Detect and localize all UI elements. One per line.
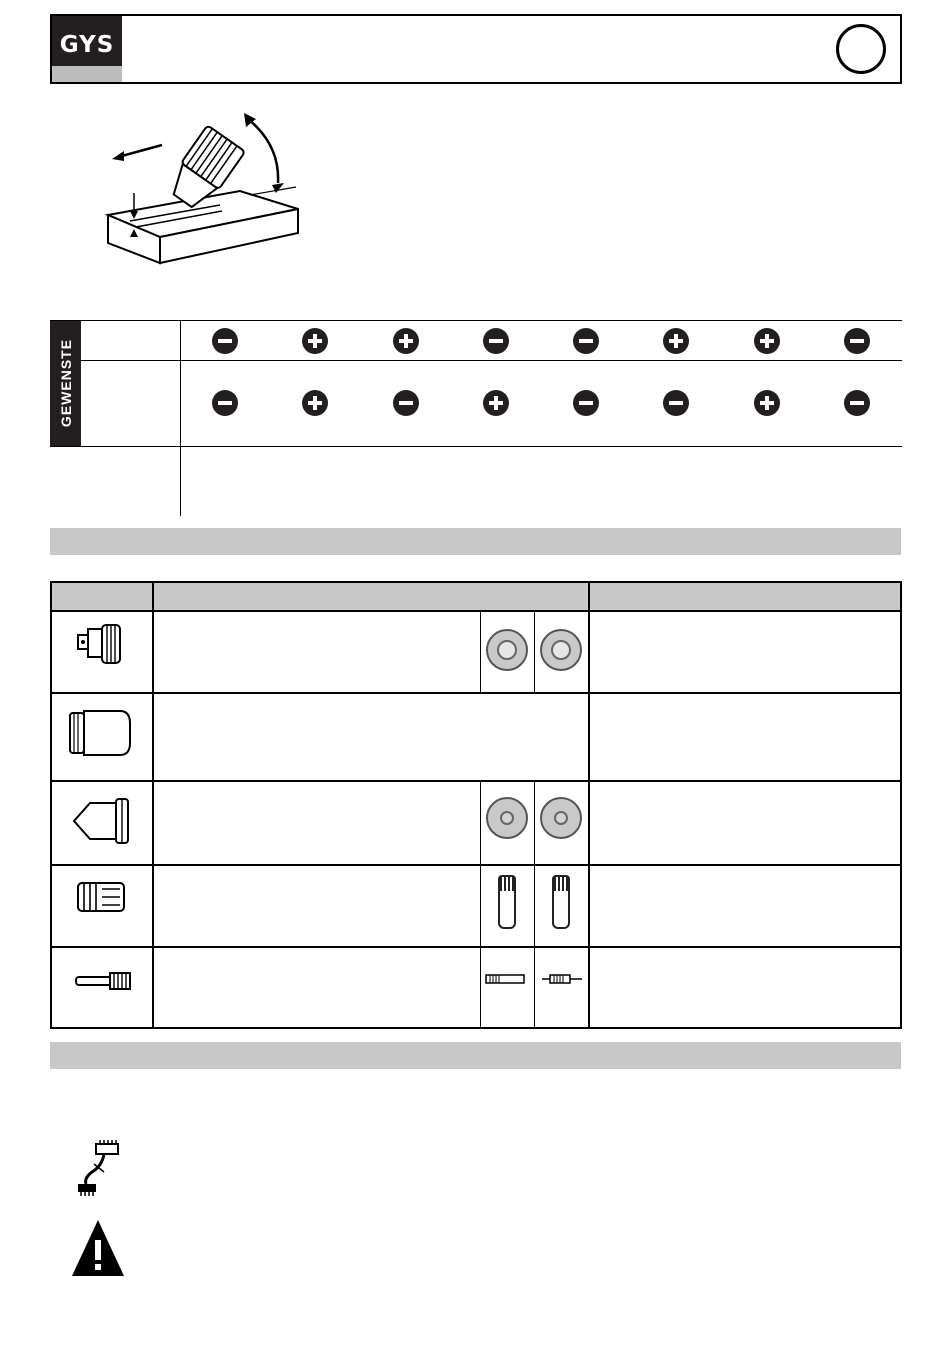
shield-cup-icon — [68, 705, 136, 761]
section-bar — [50, 528, 901, 555]
plus-icon — [754, 328, 780, 354]
language-badge-circle — [836, 24, 886, 74]
table-row — [52, 692, 900, 780]
minus-icon — [663, 390, 689, 416]
electrode-icon — [74, 969, 134, 993]
minus-icon — [212, 390, 238, 416]
section-bar — [50, 1042, 901, 1069]
swirl-ring-icon — [74, 621, 130, 669]
logo-text: GYS — [59, 32, 115, 58]
plus-icon — [483, 390, 509, 416]
plus-icon — [663, 328, 689, 354]
minus-icon — [483, 328, 509, 354]
plus-icon — [302, 328, 328, 354]
warning-triangle-icon — [70, 1218, 126, 1278]
plus-icon — [302, 390, 328, 416]
electrode-worn-icon — [540, 973, 584, 985]
minus-icon — [573, 390, 599, 416]
page-header — [50, 14, 902, 84]
polarity-side-label: GEWENSTE — [50, 320, 81, 446]
nozzle-icon — [72, 795, 134, 847]
polarity-table — [50, 320, 902, 516]
table-row — [52, 610, 900, 692]
consumables-table — [50, 581, 902, 1029]
diffuser-worn-icon — [552, 875, 570, 929]
table-header — [52, 583, 900, 612]
table-row — [52, 780, 900, 864]
torch-cutting-illustration — [100, 105, 310, 270]
diffuser-icon — [76, 879, 128, 915]
plus-icon — [754, 390, 780, 416]
plus-icon — [393, 328, 419, 354]
electrode-new-icon — [484, 973, 528, 985]
nozzle-new-icon — [486, 797, 528, 839]
nozzle-worn-icon — [540, 797, 582, 839]
diffuser-new-icon — [498, 875, 516, 929]
table-row — [52, 946, 900, 1031]
minus-icon — [844, 328, 870, 354]
swirl-ring-back-icon — [540, 629, 582, 671]
table-row — [52, 864, 900, 946]
minus-icon — [212, 328, 238, 354]
gys-logo — [52, 16, 122, 82]
minus-icon — [573, 328, 599, 354]
cable-connector-icon — [74, 1138, 124, 1196]
minus-icon — [844, 390, 870, 416]
swirl-ring-front-icon — [486, 629, 528, 671]
minus-icon — [393, 390, 419, 416]
